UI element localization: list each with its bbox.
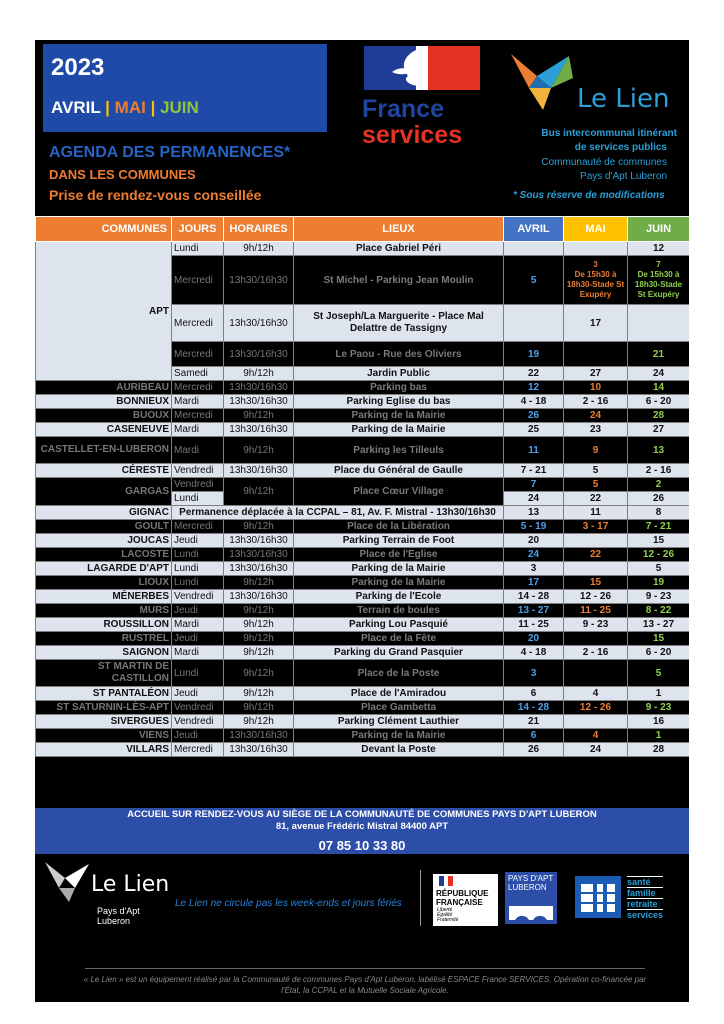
hours-cell: 9h/12h [224, 660, 294, 687]
col-jours: JOURS [172, 217, 224, 242]
juin-cell: 6 - 20 [628, 395, 690, 409]
footer-note: « Le Lien » est un équipement réalisé par la Communauté de communes Pays d'Apt Luberon, labélisé ESPACE France SERVICES. Opération co-financée par l'État, la CCPAL et la Mutuelle Sociale Agricole. [83, 975, 647, 995]
col-juin: JUIN [628, 217, 690, 242]
juin-cell: 1 [628, 729, 690, 743]
place-cell: Le Paou - Rue des Oliviers [294, 342, 504, 367]
place-cell: Parking du Grand Pasquier [294, 646, 504, 660]
mai-cell: 9 [564, 437, 628, 464]
commune-cell: APT [36, 242, 172, 381]
month-avril: AVRIL [51, 98, 101, 117]
mai-cell: 9 - 23 [564, 618, 628, 632]
france-services-word1: France [362, 95, 444, 123]
juin-cell: 8 [628, 506, 690, 520]
avril-cell: 26 [504, 409, 564, 423]
hours-cell: 9h/12h [224, 478, 294, 506]
table-row [36, 729, 690, 743]
place-cell: Parking de la Mairie [294, 562, 504, 576]
mai-cell: 22 [564, 548, 628, 562]
hours-cell: 9h/12h [224, 576, 294, 590]
hours-cell: 9h/12h [224, 632, 294, 646]
mai-cell: 2 - 16 [564, 646, 628, 660]
month-juin: JUIN [160, 98, 199, 117]
agenda-title: AGENDA DES PERMANENCES* [49, 144, 291, 161]
pal-line1: PAYS D'APT [508, 874, 554, 883]
juin-cell: 13 [628, 437, 690, 464]
avril-cell: 13 - 27 [504, 604, 564, 618]
day-cell: Lundi [172, 660, 224, 687]
commune-cell: AURIBEAU [36, 381, 172, 395]
msa-item: famille [627, 887, 663, 898]
place-cell: Parking de la Mairie [294, 423, 504, 437]
rf-motto: Liberté Égalité Fraternité [437, 907, 459, 923]
juin-cell: 15 [628, 534, 690, 548]
msa-logo [575, 876, 621, 918]
place-cell: Devant la Poste [294, 743, 504, 757]
avril-cell: 26 [504, 743, 564, 757]
le-lien-logo [505, 44, 685, 189]
col-mai: MAI [564, 217, 628, 242]
avril-cell: 4 - 18 [504, 646, 564, 660]
msa-item: retraite [627, 898, 663, 909]
mai-cell: 24 [564, 409, 628, 423]
commune-cell: ROUSSILLON [36, 618, 172, 632]
french-flag-icon [439, 876, 453, 886]
place-cell: Parking Eglise du bas [294, 395, 504, 409]
juin-cell: 9 - 23 [628, 701, 690, 715]
hours-cell: 13h30/16h30 [224, 534, 294, 548]
place-cell: Jardin Public [294, 367, 504, 381]
france-services-logo [362, 44, 482, 152]
juin-cell: 27 [628, 423, 690, 437]
origami-bird-icon [43, 858, 93, 904]
juin-cell: 14 [628, 381, 690, 395]
appointment-note: Prise de rendez-vous conseillée [49, 187, 262, 203]
table-row [36, 478, 690, 492]
place-cell: Parking Lou Pasquié [294, 618, 504, 632]
commune-cell: ST PANTALÉON [36, 687, 172, 701]
table-row [36, 437, 690, 464]
divider [420, 870, 421, 926]
table-row [36, 660, 690, 687]
pal-line2: LUBERON [508, 883, 547, 892]
col-avril: AVRIL [504, 217, 564, 242]
day-cell: Samedi [172, 367, 224, 381]
juin-cell: 28 [628, 743, 690, 757]
day-cell: Mercredi [172, 256, 224, 305]
juin-cell: 6 - 20 [628, 646, 690, 660]
footer-logo-subtitle: Pays d'Apt Luberon [97, 906, 140, 926]
place-cell: Parking de la Mairie [294, 409, 504, 423]
juin-cell: 5 [628, 660, 690, 687]
juin-cell: 7 De 15h30 à 18h30-Stade St Exupéry [628, 256, 690, 305]
day-cell: Mardi [172, 618, 224, 632]
juin-cell [628, 305, 690, 342]
day-cell: Lundi [172, 562, 224, 576]
place-cell: Parking Clément Lauthier [294, 715, 504, 729]
rf-line1: RÉPUBLIQUE [436, 889, 489, 898]
france-services-word2: services [362, 121, 463, 149]
avril-cell: 11 - 25 [504, 618, 564, 632]
juin-cell: 19 [628, 576, 690, 590]
avril-cell: 19 [504, 342, 564, 367]
juin-cell: 12 - 26 [628, 548, 690, 562]
day-cell: Mardi [172, 395, 224, 409]
mai-cell: 4 [564, 687, 628, 701]
day-cell: Vendredi [172, 590, 224, 604]
avril-cell: 6 [504, 687, 564, 701]
hours-cell: 13h30/16h30 [224, 342, 294, 367]
place-cell: St Joseph/La Marguerite - Place Mal Delattre de Tassigny [294, 305, 504, 342]
juin-cell: 13 - 27 [628, 618, 690, 632]
hours-cell: 13h30/16h30 [224, 256, 294, 305]
table-row [36, 534, 690, 548]
commune-cell: MURS [36, 604, 172, 618]
appointment-title: ACCUEIL SUR RENDEZ-VOUS AU SIÈGE DE LA COMMUNAUTÉ DE COMMUNES PAYS D'APT LUBERON [127, 809, 597, 820]
hours-cell: 13h30/16h30 [224, 305, 294, 342]
day-cell: Jeudi [172, 729, 224, 743]
hours-cell: 13h30/16h30 [224, 423, 294, 437]
pal-text [508, 874, 553, 892]
msa-services [627, 876, 663, 920]
table-row [36, 632, 690, 646]
mai-cell [564, 534, 628, 548]
marianne-flag-icon [364, 46, 480, 90]
table-row [36, 687, 690, 701]
table-row [36, 562, 690, 576]
avril-cell: 14 - 28 [504, 701, 564, 715]
commune-cell: VILLARS [36, 743, 172, 757]
appointment-phone[interactable]: 07 85 10 33 80 [318, 838, 406, 853]
table-row [36, 618, 690, 632]
day-cell: Vendredi [172, 464, 224, 478]
hours-cell: 13h30/16h30 [224, 548, 294, 562]
place-cell: Terrain de boules [294, 604, 504, 618]
mai-cell: 4 [564, 729, 628, 743]
avril-cell: 22 [504, 367, 564, 381]
mai-cell: 15 [564, 576, 628, 590]
table-row [36, 423, 690, 437]
hours-cell: 13h30/16h30 [224, 381, 294, 395]
juin-cell: 7 - 21 [628, 520, 690, 534]
rf-title [436, 889, 488, 907]
mai-cell: 5 [564, 464, 628, 478]
table-row [36, 381, 690, 395]
mai-cell [564, 660, 628, 687]
avril-cell: 24 [504, 492, 564, 506]
avril-cell: 5 - 19 [504, 520, 564, 534]
hours-cell: 13h30/16h30 [224, 729, 294, 743]
day-cell: Mercredi [172, 342, 224, 367]
avril-cell: 20 [504, 534, 564, 548]
day-cell: Mercredi [172, 305, 224, 342]
place-cell: Place de l'Amiradou [294, 687, 504, 701]
day-cell: Mardi [172, 437, 224, 464]
mai-cell: 3 De 15h30 à 18h30-Stade St Exupéry [564, 256, 628, 305]
juin-cell: 9 - 23 [628, 590, 690, 604]
juin-cell: 8 - 22 [628, 604, 690, 618]
day-cell: Mardi [172, 646, 224, 660]
mai-cell: 17 [564, 305, 628, 342]
hours-cell: 9h/12h [224, 701, 294, 715]
hours-cell: 13h30/16h30 [224, 464, 294, 478]
juin-cell: 16 [628, 715, 690, 729]
place-cell: Place de la Poste [294, 660, 504, 687]
table-row [36, 715, 690, 729]
agenda-subtitle: DANS LES COMMUNES [49, 167, 196, 182]
place-cell: Parking de la Mairie [294, 576, 504, 590]
commune-cell: SAIGNON [36, 646, 172, 660]
day-cell: Jeudi [172, 687, 224, 701]
day-cell: Vendredi [172, 478, 224, 492]
avril-cell: 25 [504, 423, 564, 437]
table-row [36, 548, 690, 562]
table-row [36, 395, 690, 409]
col-horaires: HORAIRES [224, 217, 294, 242]
months [51, 98, 199, 118]
place-cell: Place de l'Eglise [294, 548, 504, 562]
year: 2023 [51, 54, 105, 81]
hours-cell: 13h30/16h30 [224, 590, 294, 604]
day-cell: Mercredi [172, 381, 224, 395]
hours-cell: 9h/12h [224, 242, 294, 256]
day-cell: Jeudi [172, 632, 224, 646]
commune-cell: CÉRESTE [36, 464, 172, 478]
hours-cell: 9h/12h [224, 687, 294, 701]
table-header-row [36, 217, 690, 242]
juin-cell: 1 [628, 687, 690, 701]
day-cell: Mercredi [172, 409, 224, 423]
footer-logo-name: Le Lien [91, 872, 170, 897]
mai-cell [564, 715, 628, 729]
appointment-address: 81, avenue Frédéric Mistral 84400 APT [275, 821, 449, 832]
juin-cell: 15 [628, 632, 690, 646]
juin-cell: 26 [628, 492, 690, 506]
day-cell: Mercredi [172, 520, 224, 534]
place-cell: Place du Général de Gaulle [294, 464, 504, 478]
msa-item: services [627, 910, 664, 920]
hours-cell: 13h30/16h30 [224, 562, 294, 576]
commune-cell: BUOUX [36, 409, 172, 423]
mai-cell: 2 - 16 [564, 395, 628, 409]
commune-cell: GOULT [36, 520, 172, 534]
juin-cell: 2 - 16 [628, 464, 690, 478]
place-cell: Parking Terrain de Foot [294, 534, 504, 548]
mai-cell [564, 342, 628, 367]
hours-cell: 9h/12h [224, 437, 294, 464]
hours-cell: 13h30/16h30 [224, 395, 294, 409]
special-note-cell: Permanence déplacée à la CCPAL – 81, Av. F. Mistral - 13h30/16h30 [172, 506, 504, 520]
table-row [36, 646, 690, 660]
avril-cell [504, 242, 564, 256]
hours-cell: 9h/12h [224, 409, 294, 423]
avril-cell: 6 [504, 729, 564, 743]
commune-cell: CASENEUVE [36, 423, 172, 437]
avril-cell: 5 [504, 256, 564, 305]
table-row [36, 506, 690, 520]
table-row [36, 242, 690, 256]
table-row [36, 701, 690, 715]
juin-cell: 5 [628, 562, 690, 576]
commune-cell: SIVERGUES [36, 715, 172, 729]
le-lien-desc: Bus intercommunal itinérant [541, 128, 677, 139]
avril-cell: 7 - 21 [504, 464, 564, 478]
table-row [36, 576, 690, 590]
place-cell: Place Gabriel Péri [294, 242, 504, 256]
msa-item: santé [627, 876, 663, 887]
hours-cell: 9h/12h [224, 715, 294, 729]
place-cell: Parking de l'Ecole [294, 590, 504, 604]
commune-cell: GIGNAC [36, 506, 172, 520]
avril-cell: 21 [504, 715, 564, 729]
commune-cell: MÉNERBES [36, 590, 172, 604]
pays-apt-luberon-logo [505, 872, 557, 924]
republique-francaise-logo [433, 874, 498, 926]
commune-cell: LIOUX [36, 576, 172, 590]
commune-cell: ST MARTIN DE CASTILLON [36, 660, 172, 687]
commune-cell: ST SATURNIN-LÈS-APT [36, 701, 172, 715]
table-row [36, 409, 690, 423]
day-cell: Vendredi [172, 701, 224, 715]
day-cell: Lundi [172, 576, 224, 590]
mai-cell: 10 [564, 381, 628, 395]
le-lien-name: Le Lien [577, 84, 670, 114]
table-row [36, 590, 690, 604]
avril-cell: 12 [504, 381, 564, 395]
hours-cell: 9h/12h [224, 618, 294, 632]
appointment-banner [35, 808, 689, 854]
mai-cell: 3 - 17 [564, 520, 628, 534]
juin-cell: 12 [628, 242, 690, 256]
table-row [36, 743, 690, 757]
le-lien-desc: Communauté de communes [541, 157, 667, 168]
table-row [36, 464, 690, 478]
commune-cell: RUSTREL [36, 632, 172, 646]
avril-cell: 3 [504, 562, 564, 576]
schedule-table [35, 216, 689, 757]
table-row [36, 604, 690, 618]
le-lien-footer-logo [43, 858, 173, 928]
mai-cell: 11 [564, 506, 628, 520]
month-separator: | [105, 98, 110, 117]
mai-cell [564, 632, 628, 646]
msa-icon [579, 880, 617, 914]
avril-cell: 11 [504, 437, 564, 464]
avril-cell: 7 [504, 478, 564, 492]
avril-cell: 4 - 18 [504, 395, 564, 409]
commune-cell: LAGARDE D'APT [36, 562, 172, 576]
bridge-icon [509, 898, 553, 920]
place-cell: Parking de la Mairie [294, 729, 504, 743]
mai-cell: 12 - 26 [564, 701, 628, 715]
divider [85, 968, 645, 969]
rf-line2: FRANÇAISE [436, 898, 483, 907]
commune-cell: VIENS [36, 729, 172, 743]
commune-cell: CASTELLET-EN-LUBERON [36, 437, 172, 464]
avril-cell: 14 - 28 [504, 590, 564, 604]
origami-bird-icon [507, 48, 577, 114]
day-cell: Mardi [172, 423, 224, 437]
hours-cell: 9h/12h [224, 646, 294, 660]
mai-cell [564, 562, 628, 576]
hours-cell: 9h/12h [224, 520, 294, 534]
juin-cell: 24 [628, 367, 690, 381]
no-service-note: Le Lien ne circule pas les week-ends et jours fériés [175, 898, 402, 909]
avril-cell: 17 [504, 576, 564, 590]
commune-cell: GARGAS [36, 478, 172, 506]
mai-cell: 12 - 26 [564, 590, 628, 604]
day-cell: Jeudi [172, 604, 224, 618]
avril-cell: 20 [504, 632, 564, 646]
hours-cell: 9h/12h [224, 367, 294, 381]
hours-cell: 9h/12h [224, 604, 294, 618]
mai-cell: 22 [564, 492, 628, 506]
day-cell: Mercredi [172, 743, 224, 757]
juin-cell: 2 [628, 478, 690, 492]
avril-cell: 13 [504, 506, 564, 520]
flyer-page [35, 40, 689, 1002]
commune-cell: BONNIEUX [36, 395, 172, 409]
day-cell: Lundi [172, 548, 224, 562]
mai-cell: 23 [564, 423, 628, 437]
avril-cell: 3 [504, 660, 564, 687]
month-mai: MAI [114, 98, 146, 117]
mai-cell: 24 [564, 743, 628, 757]
month-separator: | [150, 98, 156, 117]
col-communes: COMMUNES [36, 217, 172, 242]
place-cell: Place de la Libération [294, 520, 504, 534]
mai-cell: 27 [564, 367, 628, 381]
avril-cell: 24 [504, 548, 564, 562]
le-lien-desc: Pays d'Apt Luberon [580, 171, 667, 182]
col-lieux: LIEUX [294, 217, 504, 242]
mai-cell: 5 [564, 478, 628, 492]
day-cell: Lundi [172, 242, 224, 256]
period-banner [43, 44, 327, 132]
place-cell: Parking les Tilleuls [294, 437, 504, 464]
day-cell: Lundi [172, 492, 224, 506]
day-cell: Vendredi [172, 715, 224, 729]
juin-cell: 21 [628, 342, 690, 367]
mai-cell: 11 - 25 [564, 604, 628, 618]
place-cell: St Michel - Parking Jean Moulin [294, 256, 504, 305]
avril-cell [504, 305, 564, 342]
commune-cell: JOUCAS [36, 534, 172, 548]
juin-cell: 28 [628, 409, 690, 423]
mai-cell [564, 242, 628, 256]
place-cell: Place de la Fête [294, 632, 504, 646]
commune-cell: LACOSTE [36, 548, 172, 562]
table-row [36, 520, 690, 534]
day-cell: Jeudi [172, 534, 224, 548]
place-cell: Place Cœur Village [294, 478, 504, 506]
reserve-note: * Sous réserve de modifications [513, 190, 665, 201]
hours-cell: 13h30/16h30 [224, 743, 294, 757]
place-cell: Place Gambetta [294, 701, 504, 715]
place-cell: Parking bas [294, 381, 504, 395]
le-lien-desc: de services publics [574, 142, 667, 153]
